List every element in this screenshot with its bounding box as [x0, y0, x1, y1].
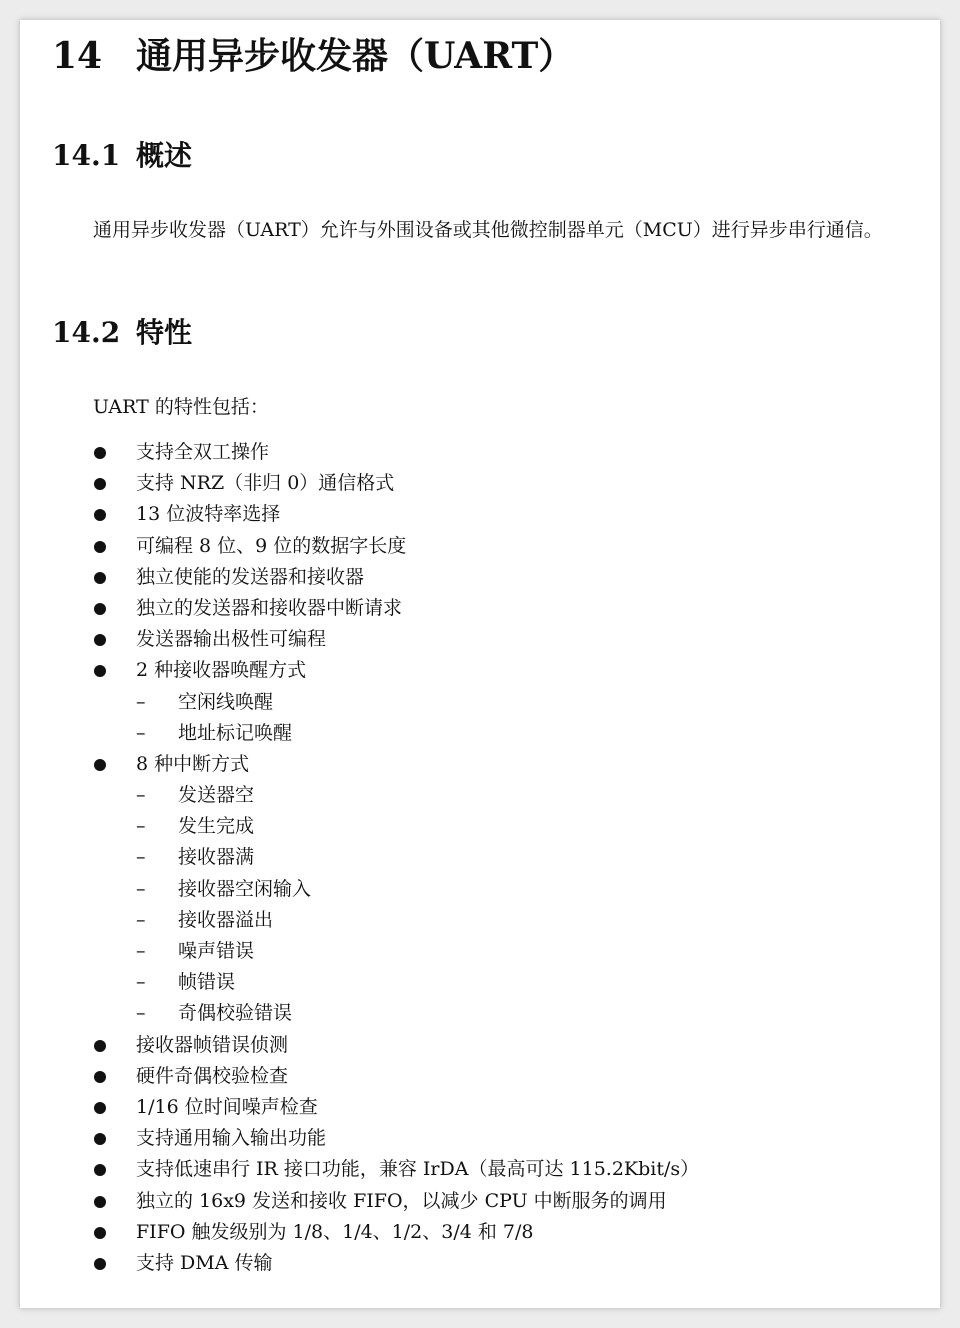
list-item-text: 独立的 16x9 发送和接收 FIFO，以减少 CPU 中断服务的调用: [136, 1189, 667, 1212]
section-number: 14.2: [52, 316, 121, 349]
list-item: [20, 593, 940, 624]
list-item-text: 独立使能的发送器和接收器: [136, 565, 365, 588]
list-item: [20, 1030, 940, 1061]
sub-list-item: [20, 967, 940, 998]
sub-list-item-text: 接收器溢出: [178, 908, 274, 931]
list-item-text: 支持通用输入输出功能: [136, 1127, 327, 1150]
overview-paragraph: 通用异步收发器（UART）允许与外围设备或其他微控制器单元（MCU）进行异步串行通信。: [93, 219, 883, 241]
sub-list-item: [20, 936, 940, 967]
list-item-text: FIFO 触发级别为 1/8、1/4、1/2、3/4 和 7/8: [136, 1220, 534, 1243]
sub-list-item-text: 空闲线唤醒: [178, 690, 274, 713]
sub-list-item-text: 发生完成: [178, 815, 255, 838]
list-item: [20, 1123, 940, 1154]
dash-icon: –: [136, 815, 146, 838]
sub-list-item-text: 噪声错误: [178, 940, 255, 962]
features-lead: UART 的特性包括：: [93, 396, 269, 418]
sub-list-item: [20, 718, 940, 749]
chapter-title: 通用异步收发器（UART）: [136, 35, 575, 77]
list-item-text: 13 位波特率选择: [136, 503, 281, 526]
bullet-icon: [94, 1258, 106, 1270]
list-item: [20, 437, 940, 468]
sub-list-item: [20, 905, 940, 936]
list-item: [20, 624, 940, 655]
bullet-icon: [94, 759, 106, 771]
list-item-text: 发送器输出极性可编程: [136, 628, 327, 651]
section-number: 14.1: [52, 139, 121, 172]
bullet-icon: [94, 603, 106, 615]
dash-icon: –: [136, 971, 146, 994]
dash-icon: –: [136, 784, 146, 807]
chapter-heading: [52, 34, 574, 78]
sub-list-item-text: 接收器满: [178, 846, 255, 869]
sub-list-item-text: 奇偶校验错误: [178, 1002, 293, 1025]
list-item: [20, 1186, 940, 1217]
sub-list-item: [20, 687, 940, 718]
dash-icon: –: [136, 877, 146, 900]
bullet-icon: [94, 634, 106, 646]
bullet-icon: [94, 509, 106, 521]
sub-list-item-text: 接收器空闲输入: [178, 877, 312, 900]
bullet-icon: [94, 665, 106, 677]
feature-list: [20, 437, 940, 1279]
bullet-icon: [94, 572, 106, 584]
section-title: 概述: [136, 139, 193, 172]
list-item: [20, 655, 940, 686]
bullet-icon: [94, 1196, 106, 1208]
list-item-text: 接收器帧错误侦测: [136, 1033, 289, 1056]
list-item-text: 8 种中断方式: [136, 752, 250, 775]
dash-icon: –: [136, 721, 146, 744]
list-item-text: 支持 NRZ（非归 0）通信格式: [136, 472, 395, 495]
bullet-icon: [94, 1071, 106, 1083]
list-item: [20, 499, 940, 530]
list-item-text: 支持全双工操作: [136, 441, 270, 463]
list-item: [20, 1154, 940, 1185]
dash-icon: –: [136, 690, 146, 713]
list-item: [20, 1248, 940, 1279]
list-item: [20, 1092, 940, 1123]
section-title: 特性: [136, 316, 193, 349]
bullet-icon: [94, 541, 106, 553]
bullet-icon: [94, 447, 106, 459]
sub-list-item: [20, 874, 940, 905]
sub-list-item: [20, 998, 940, 1029]
bullet-icon: [94, 1102, 106, 1114]
chapter-number: 14: [52, 35, 103, 77]
list-item-text: 独立的发送器和接收器中断请求: [136, 596, 403, 619]
bullet-icon: [94, 478, 106, 490]
list-item-text: 2 种接收器唤醒方式: [136, 659, 307, 682]
list-item: [20, 468, 940, 499]
list-item-text: 支持低速串行 IR 接口功能，兼容 IrDA（最高可达 115.2Kbit/s）: [136, 1158, 700, 1181]
document-page: [20, 20, 940, 1308]
list-item: [20, 531, 940, 562]
list-item: [20, 1217, 940, 1248]
list-item-text: 硬件奇偶校验检查: [136, 1064, 289, 1087]
sub-list-item: [20, 780, 940, 811]
list-item-text: 可编程 8 位、9 位的数据字长度: [136, 534, 407, 557]
bullet-icon: [94, 1040, 106, 1052]
list-item: [20, 1061, 940, 1092]
sub-list-item: [20, 811, 940, 842]
section-heading-overview: [52, 138, 192, 174]
list-item: [20, 562, 940, 593]
list-item-text: 支持 DMA 传输: [136, 1251, 273, 1274]
sub-list-item-text: 发送器空: [178, 784, 255, 807]
dash-icon: –: [136, 846, 146, 869]
list-item-text: 1/16 位时间噪声检查: [136, 1095, 318, 1118]
list-item: [20, 749, 940, 780]
sub-list-item: [20, 842, 940, 873]
dash-icon: –: [136, 1002, 146, 1025]
dash-icon: –: [136, 940, 146, 962]
sub-list-item-text: 帧错误: [178, 971, 236, 994]
sub-list-item-text: 地址标记唤醒: [178, 721, 293, 744]
dash-icon: –: [136, 908, 146, 931]
bullet-icon: [94, 1133, 106, 1145]
bullet-icon: [94, 1164, 106, 1176]
section-heading-features: [52, 315, 192, 351]
bullet-icon: [94, 1227, 106, 1239]
